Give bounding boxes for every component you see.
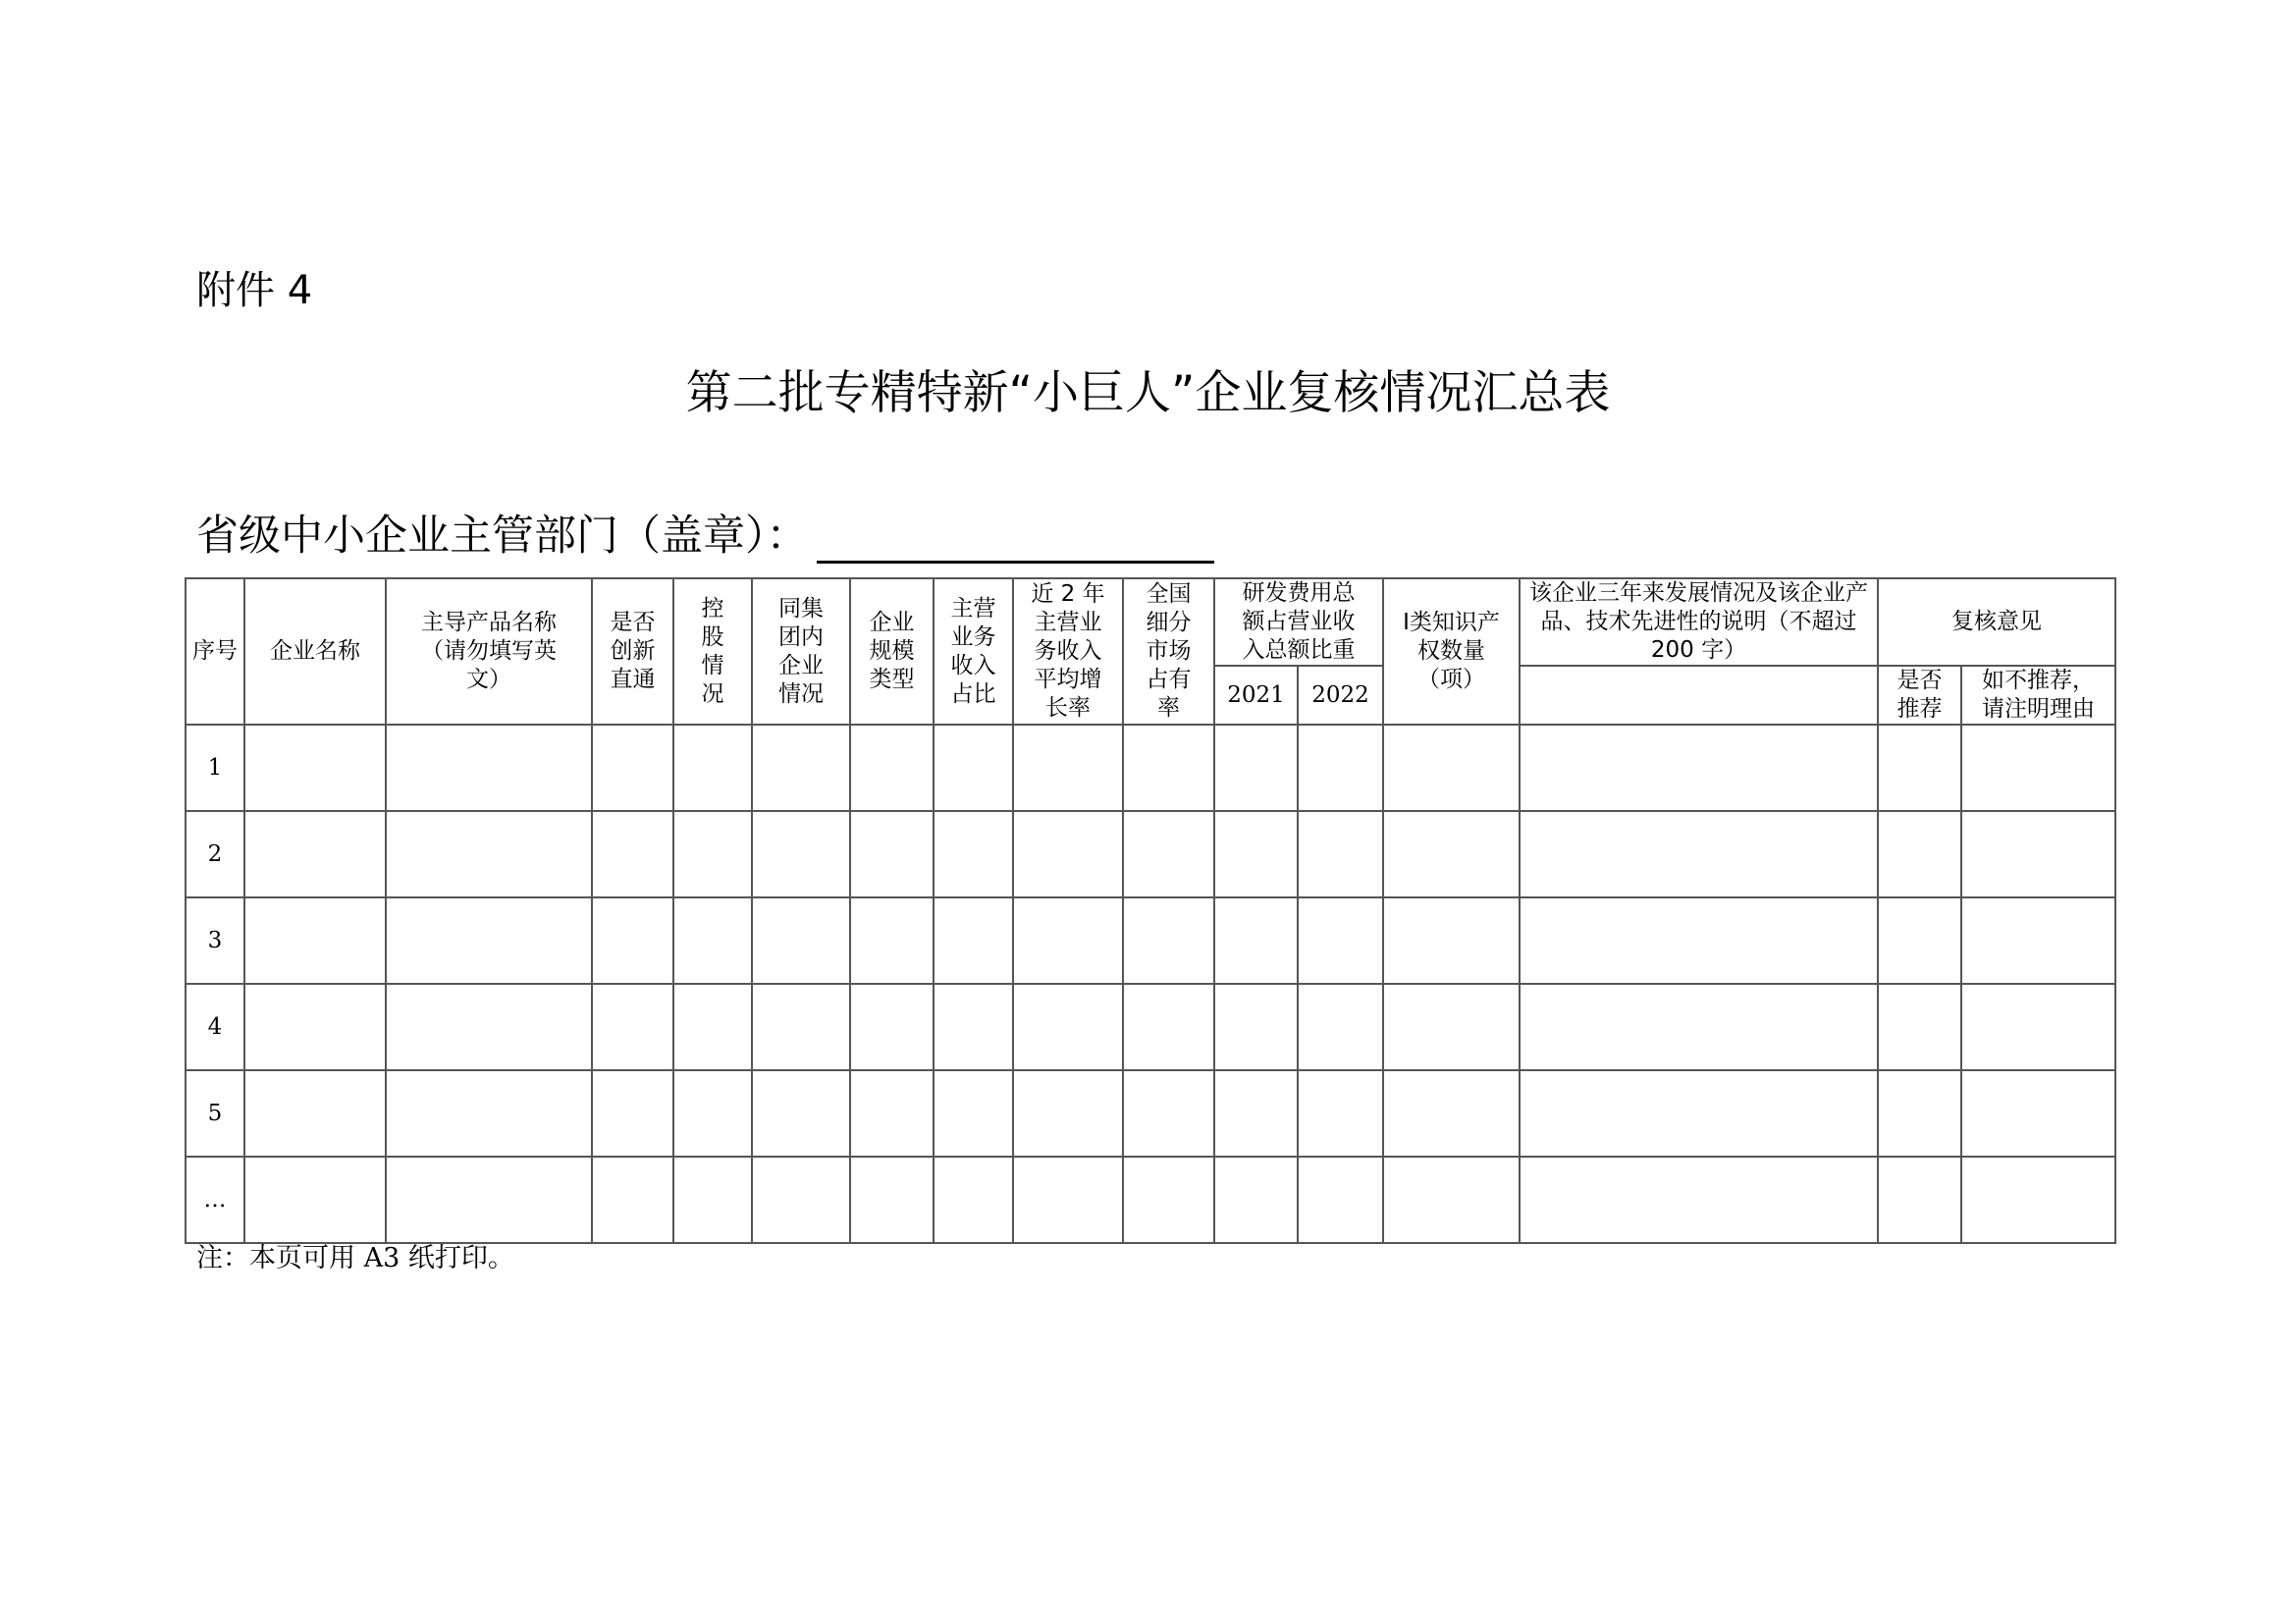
table-cell[interactable] xyxy=(1214,811,1298,897)
table-cell[interactable] xyxy=(244,725,386,811)
table-cell[interactable] xyxy=(1013,984,1123,1070)
row-number: 2 xyxy=(186,811,244,897)
table-cell[interactable] xyxy=(386,984,592,1070)
table-cell[interactable] xyxy=(1383,1070,1520,1157)
rd-ratio-header: 研发费用总额占营业收入总额比重 xyxy=(1214,578,1383,666)
table-cell[interactable] xyxy=(1878,1157,1961,1243)
table-cell[interactable] xyxy=(1013,725,1123,811)
table-cell[interactable] xyxy=(244,1157,386,1243)
table-cell[interactable] xyxy=(752,897,850,984)
table-cell[interactable] xyxy=(752,811,850,897)
row-number: 5 xyxy=(186,1070,244,1157)
table-cell[interactable] xyxy=(752,725,850,811)
holding-header: 控股情况 xyxy=(673,578,752,725)
reason-if-not-header: 如不推荐，请注明理由 xyxy=(1961,666,2115,725)
ip-count-header: Ⅰ类知识产权数量（项） xyxy=(1383,578,1520,725)
table-cell[interactable] xyxy=(386,1070,592,1157)
table-cell[interactable] xyxy=(1123,897,1214,984)
group-companies-header: 同集团内企业情况 xyxy=(752,578,850,725)
main-revenue-share-header: 主营业务收入占比 xyxy=(934,578,1013,725)
table-row xyxy=(186,811,2115,897)
table-cell[interactable] xyxy=(1520,984,1878,1070)
table-cell[interactable] xyxy=(1878,725,1961,811)
table-cell[interactable] xyxy=(1123,1070,1214,1157)
table-cell[interactable] xyxy=(1298,1157,1383,1243)
main-product-header: 主导产品名称（请勿填写英文） xyxy=(386,578,592,725)
row-number: 1 xyxy=(186,725,244,811)
row-number: … xyxy=(186,1157,244,1243)
summary-table xyxy=(185,577,2116,1244)
table-cell[interactable] xyxy=(673,811,752,897)
table-cell[interactable] xyxy=(1878,897,1961,984)
table-cell[interactable] xyxy=(1961,897,2115,984)
table-cell[interactable] xyxy=(1123,984,1214,1070)
table-row xyxy=(186,1157,2115,1243)
seal-line xyxy=(196,509,1214,564)
table-cell[interactable] xyxy=(934,897,1013,984)
table-cell[interactable] xyxy=(850,725,934,811)
table-cell[interactable] xyxy=(592,1070,673,1157)
table-cell[interactable] xyxy=(1961,984,2115,1070)
table-cell[interactable] xyxy=(1123,811,1214,897)
table-cell[interactable] xyxy=(386,897,592,984)
table-cell[interactable] xyxy=(592,984,673,1070)
table-cell[interactable] xyxy=(244,897,386,984)
table-cell[interactable] xyxy=(592,1157,673,1243)
table-cell[interactable] xyxy=(1383,984,1520,1070)
table-row xyxy=(186,1070,2115,1157)
table-cell[interactable] xyxy=(244,984,386,1070)
row-number: 4 xyxy=(186,984,244,1070)
company-name-header: 企业名称 xyxy=(244,578,386,725)
page-title: 第二批专精特新“小巨人”企业复核情况汇总表 xyxy=(685,366,1611,420)
growth-rate-header: 近 2 年主营业务收入平均增长率 xyxy=(1013,578,1123,725)
review-opinion-header: 复核意见 xyxy=(1878,578,2115,666)
table-cell[interactable] xyxy=(850,897,934,984)
table-cell[interactable] xyxy=(850,811,934,897)
table-cell[interactable] xyxy=(752,1157,850,1243)
table-row xyxy=(186,725,2115,811)
table-cell[interactable] xyxy=(1961,725,2115,811)
table-cell[interactable] xyxy=(673,897,752,984)
table-cell[interactable] xyxy=(1383,811,1520,897)
table-cell[interactable] xyxy=(1383,725,1520,811)
table-cell[interactable] xyxy=(1961,1157,2115,1243)
table-cell[interactable] xyxy=(1520,725,1878,811)
table-cell[interactable] xyxy=(850,1157,934,1243)
table-cell[interactable] xyxy=(386,725,592,811)
table-cell[interactable] xyxy=(1878,1070,1961,1157)
table-cell[interactable] xyxy=(1383,897,1520,984)
table-cell[interactable] xyxy=(850,984,934,1070)
table-cell[interactable] xyxy=(934,811,1013,897)
table-row xyxy=(186,984,2115,1070)
seal-label: 省级中小企业主管部门（盖章）： xyxy=(196,512,809,561)
development-description-subheader xyxy=(1520,666,1878,725)
table-cell[interactable] xyxy=(1123,725,1214,811)
table-cell[interactable] xyxy=(1961,811,2115,897)
table-cell[interactable] xyxy=(934,725,1013,811)
table-cell[interactable] xyxy=(1298,984,1383,1070)
table-cell[interactable] xyxy=(1214,897,1298,984)
table-cell[interactable] xyxy=(386,1157,592,1243)
table-cell[interactable] xyxy=(1298,725,1383,811)
attachment-label: 附件 4 xyxy=(196,268,313,313)
table-cell[interactable] xyxy=(1878,984,1961,1070)
table-cell[interactable] xyxy=(1013,1157,1123,1243)
table-row xyxy=(186,897,2115,984)
table-cell[interactable] xyxy=(1214,1157,1298,1243)
table-cell[interactable] xyxy=(1214,984,1298,1070)
table-cell[interactable] xyxy=(1298,811,1383,897)
table-cell[interactable] xyxy=(1520,1070,1878,1157)
table-cell[interactable] xyxy=(592,725,673,811)
table-cell[interactable] xyxy=(850,1070,934,1157)
table-cell[interactable] xyxy=(1013,1070,1123,1157)
table-cell[interactable] xyxy=(1520,897,1878,984)
rd-year-2022-header: 2022 xyxy=(1298,666,1383,725)
rd-year-2021-header: 2021 xyxy=(1214,666,1298,725)
table-cell[interactable] xyxy=(934,1157,1013,1243)
development-description-header: 该企业三年来发展情况及该企业产品、技术先进性的说明（不超过 200 字） xyxy=(1520,578,1878,666)
table-cell[interactable] xyxy=(934,1070,1013,1157)
table-cell[interactable] xyxy=(1214,1070,1298,1157)
table-cell[interactable] xyxy=(1383,1157,1520,1243)
table-cell[interactable] xyxy=(1123,1157,1214,1243)
table-cell[interactable] xyxy=(673,725,752,811)
table-cell[interactable] xyxy=(1520,811,1878,897)
market-share-header: 全国细分市场占有率 xyxy=(1123,578,1214,725)
table-cell[interactable] xyxy=(1214,725,1298,811)
recommend-header: 是否推荐 xyxy=(1878,666,1961,725)
header-row-top xyxy=(186,578,2115,666)
table-cell[interactable] xyxy=(592,811,673,897)
table-cell[interactable] xyxy=(1013,897,1123,984)
table-cell[interactable] xyxy=(752,984,850,1070)
table-cell[interactable] xyxy=(592,897,673,984)
table-cell[interactable] xyxy=(1961,1070,2115,1157)
table-cell[interactable] xyxy=(244,1070,386,1157)
scale-type-header: 企业规模类型 xyxy=(850,578,934,725)
table-cell[interactable] xyxy=(1298,897,1383,984)
table-cell[interactable] xyxy=(673,984,752,1070)
table-cell[interactable] xyxy=(386,811,592,897)
table-cell[interactable] xyxy=(244,811,386,897)
table-cell[interactable] xyxy=(1013,811,1123,897)
row-number: 3 xyxy=(186,897,244,984)
innovation-direct-header: 是否创新直通 xyxy=(592,578,673,725)
seq-header: 序号 xyxy=(186,578,244,725)
table-cell[interactable] xyxy=(673,1157,752,1243)
footnote: 注：本页可用 A3 纸打印。 xyxy=(196,1243,514,1273)
table-cell[interactable] xyxy=(1520,1157,1878,1243)
table-cell[interactable] xyxy=(1298,1070,1383,1157)
seal-blank-line xyxy=(817,514,1214,564)
table-cell[interactable] xyxy=(934,984,1013,1070)
table-cell[interactable] xyxy=(752,1070,850,1157)
table-cell[interactable] xyxy=(1878,811,1961,897)
table-cell[interactable] xyxy=(673,1070,752,1157)
table-body xyxy=(186,725,2115,1243)
